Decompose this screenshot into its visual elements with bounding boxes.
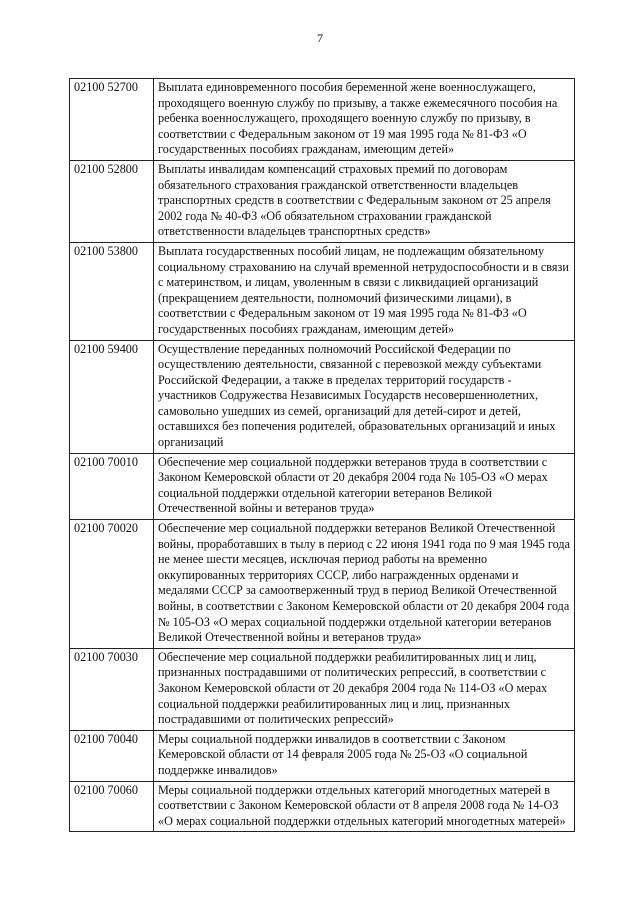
code-description: Меры социальной поддержки отдельных категорий многодетных матерей в соответствии с Законом Кемеровской области от 8 апреля 2008 года № 14-ОЗ «О мерах социальной поддержки отдельных категорий многодетных матерей» <box>154 781 575 832</box>
code-description: Меры социальной поддержки инвалидов в соответствии с Законом Кемеровской области от 14 февраля 2005 года № 25-ОЗ «О социальной поддержке инвалидов» <box>154 730 575 781</box>
table-row <box>70 730 575 781</box>
code-description: Осуществление переданных полномочий Российской Федерации по осуществлению деятельности, связанной с перевозкой между субъектами Российской Федерации, а также в пределах территорий государств - участников Содружества Независимых Государств несовершеннолетних, самовольно ушедших из семей, организаций для детей-сирот и детей, оставшихся без попечения родителей, образовательных организаций и иных организаций <box>154 340 575 453</box>
table-row <box>70 340 575 453</box>
classification-code: 02100 53800 <box>70 242 154 340</box>
code-description: Обеспечение мер социальной поддержки ветеранов труда в соответствии с Законом Кемеровской области от 20 декабря 2004 года № 105-ОЗ «О мерах социальной поддержки отдельной категории ветеранов Великой Отечественной войны и ветеранов труда» <box>154 453 575 519</box>
code-description: Выплаты инвалидам компенсаций страховых премий по договорам обязательного страхования гражданской ответственности владельцев транспортных средств в соответствии с Федеральным законом от 25 апреля 2002 года № 40-ФЗ «Об обязательном страховании гражданской ответственности владельцев транспортных средств» <box>154 160 575 242</box>
classification-code: 02100 52800 <box>70 160 154 242</box>
code-description: Выплата государственных пособий лицам, не подлежащим обязательному социальному страхованию на случай временной нетрудоспособности и в связи с материнством, и лицам, уволенным в связи с ликвидацией организаций (прекращением деятельности, полномочий физическими лицами), в соответствии с Федеральным законом от 19 мая 1995 года № 81-ФЗ «О государственных пособиях гражданам, имеющим детей» <box>154 242 575 340</box>
budget-codes-table <box>69 78 575 832</box>
table-row <box>70 520 575 649</box>
classification-code: 02100 70030 <box>70 648 154 730</box>
classification-code: 02100 70020 <box>70 520 154 649</box>
code-description: Выплата единовременного пособия беременной жене военнослужащего, проходящего военную службу по призыву, а также ежемесячного пособия на ребенка военнослужащего, проходящего военную службу по призыву, в соответствии с Федеральным законом от 19 мая 1995 года № 81-ФЗ «О государственных пособиях гражданам, имеющим детей» <box>154 79 575 161</box>
classification-code: 02100 70010 <box>70 453 154 519</box>
classification-code: 02100 70040 <box>70 730 154 781</box>
table-row <box>70 160 575 242</box>
classification-code: 02100 52700 <box>70 79 154 161</box>
table-row <box>70 453 575 519</box>
classification-code: 02100 70060 <box>70 781 154 832</box>
code-description: Обеспечение мер социальной поддержки реабилитированных лиц и лиц, признанных пострадавшими от политических репрессий, в соответствии с Законом Кемеровской области от 20 декабря 2004 года № 114-ОЗ «О мерах социальной поддержки реабилитированных лиц и лиц, признанных пострадавшими от политических репрессий» <box>154 648 575 730</box>
table-row <box>70 79 575 161</box>
page-number: 7 <box>317 31 323 45</box>
classification-code: 02100 59400 <box>70 340 154 453</box>
table-row <box>70 242 575 340</box>
table-row <box>70 648 575 730</box>
table-row <box>70 781 575 832</box>
code-description: Обеспечение мер социальной поддержки ветеранов Великой Отечественной войны, проработавших в тылу в период с 22 июня 1941 года по 9 мая 1945 года не менее шести месяцев, исключая период работы на временно оккупированных территориях СССР, либо награжденных орденами и медалями СССР за самоотверженный труд в период Великой Отечественной войны, в соответствии с Законом Кемеровской области от 20 декабря 2004 года № 105-ОЗ «О мерах социальной поддержки отдельной категории ветеранов Великой Отечественной войны и ветеранов труда» <box>154 520 575 649</box>
